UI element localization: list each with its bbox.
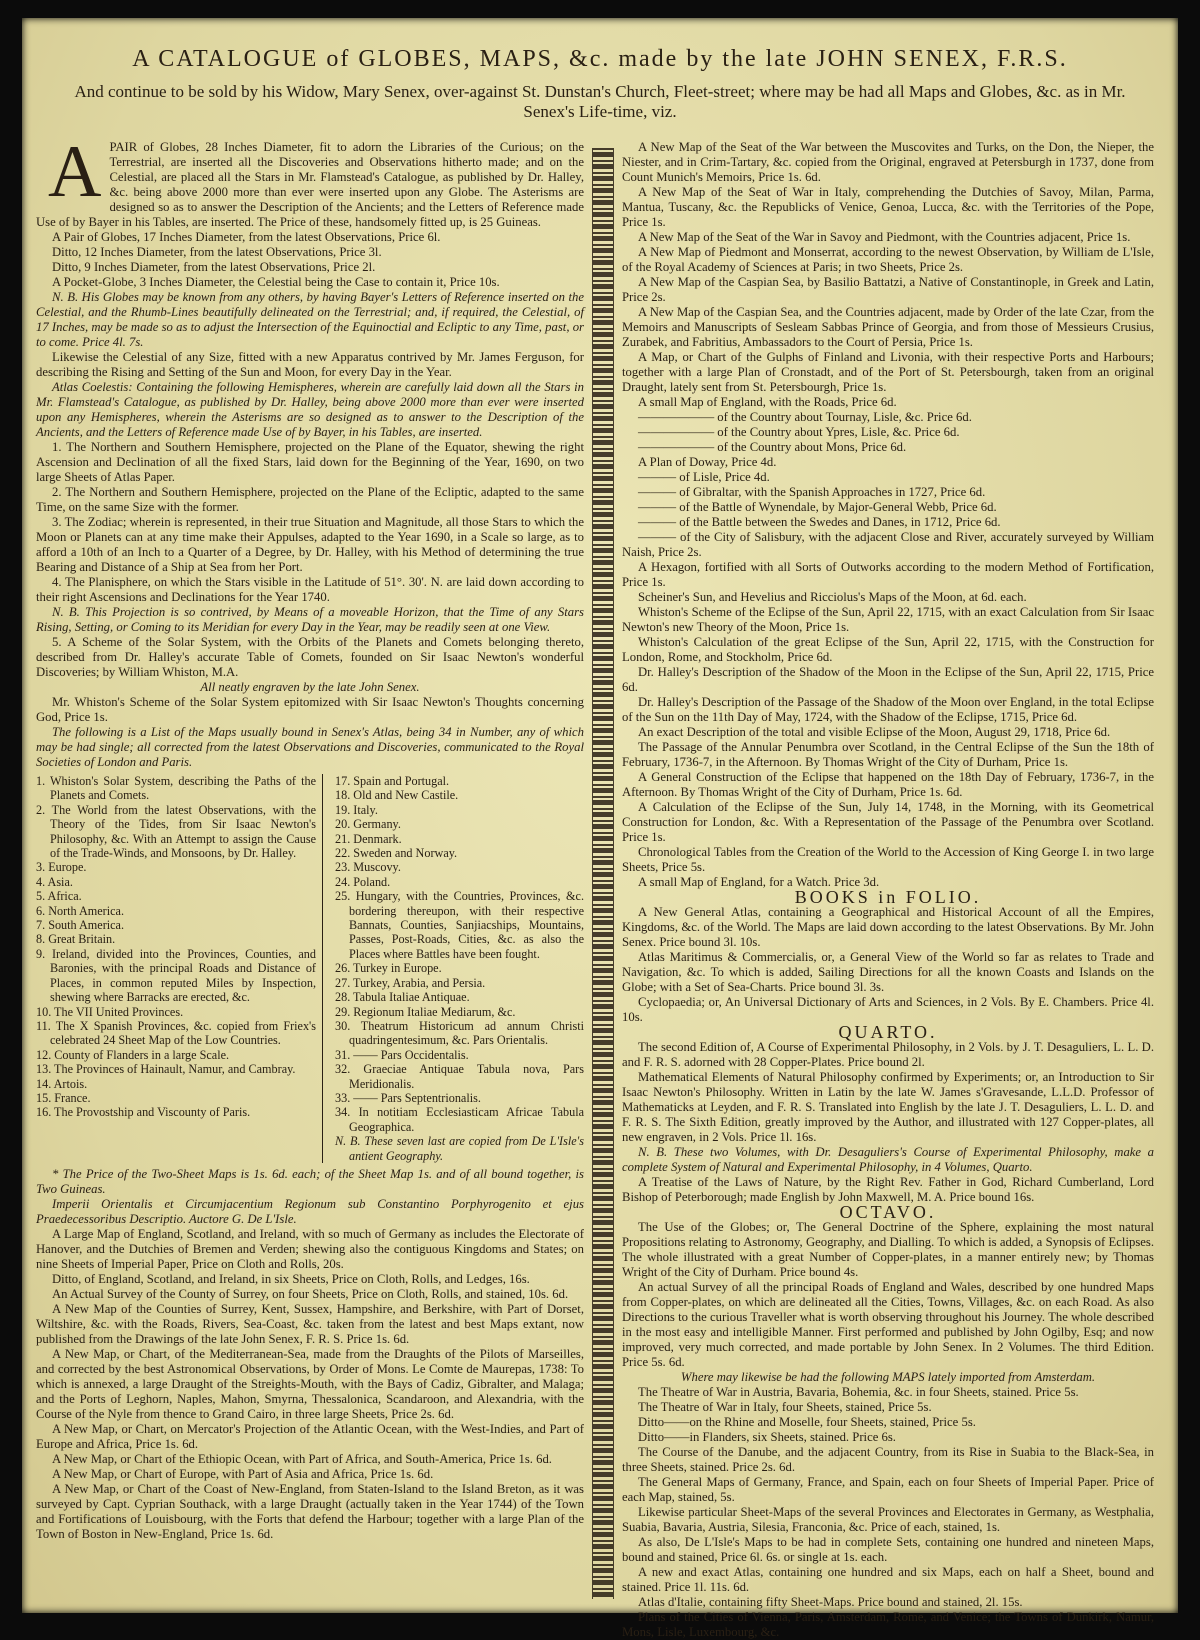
map-item: A Hexagon, fortified with all Sorts of Outworks according to the modern Method of Fortification, Price 1s. xyxy=(622,560,1154,589)
ornamental-column-divider xyxy=(592,148,614,1599)
globe-item: A Pair of Globes, 17 Inches Diameter, from the latest Observations, Price 6l. xyxy=(52,230,441,244)
catalogue-sheet xyxy=(22,18,1178,1639)
nb-note: N. B. These seven last are copied from De L'Isle's antient Geography. xyxy=(335,1134,584,1163)
globe-item: Ditto, 9 Inches Diameter, from the latest Observations, Price 2l. xyxy=(52,260,376,274)
list-item: 22. Sweden and Norway. xyxy=(335,846,458,861)
map-item: ——— of Lisle, Price 4d. xyxy=(638,470,770,484)
list-intro: The following is a List of the Maps usually bound in Senex's Atlas, being 34 in Number, any of which may be had single; all corrected from the latest Observations and Discoveries, communicated to the Royal Societies of London and Paris. xyxy=(36,725,584,769)
book-item: Atlas Maritimus & Commercialis, or, a General View of the World so far as relates to Trade and Navigation, &c. To which is added, Sailing Directions for all the known Coasts and Islands on the Globe; with a Set of Sea-Charts. Price bound 3l. 3s. xyxy=(622,950,1154,994)
numbered-item: 1. The Northern and Southern Hemisphere, projected on the Plane of the Equator, shewing the right Ascension and Declination of all the fixed Stars, laid down for the Beginning of the Year, 1690, on two large Sheets of Atlas Paper. xyxy=(36,440,584,484)
atlas-list-column-a xyxy=(36,774,323,1163)
price-note: * The Price of the Two-Sheet Maps is 1s. 6d. each; of the Sheet Map 1s. and of all bound together, is Two Guineas. xyxy=(36,1166,584,1196)
numbered-item: 5. A Scheme of the Solar System, with the Orbits of the Planets and Comets belonging thereto, described from Dr. Halley's accurate Table of Comets, founded on Sir Isaac Newton's wonderful Discoveries; by William Whiston, M.A. xyxy=(36,635,584,679)
map-item: A small Map of England, for a Watch. Price 3d. xyxy=(638,875,880,889)
right-column xyxy=(622,140,1154,1639)
map-item: A New Map, or Chart, on Mercator's Projection of the Atlantic Ocean, with the West-Indies, and Part of Europe and Africa, Price 1s. 6d. xyxy=(36,1421,584,1451)
map-item: —————— of the Country about Tournay, Lisle, &c. Price 6d. xyxy=(638,410,972,424)
map-item: An Actual Survey of the County of Surrey, on four Sheets, Price on Cloth, Rolls, and stained, 10s. 6d. xyxy=(52,1286,569,1301)
numbered-item: 2. The Northern and Southern Hemisphere, projected on the Plane of the Ecliptic, adapted to the same Time, on the same Size with the former. xyxy=(36,485,584,514)
map-item: ——— of the City of Salisbury, with the adjacent Close and River, accurately surveyed by William Naish, Price 2s. xyxy=(622,530,1154,559)
list-item: 5. Africa. xyxy=(36,889,82,904)
list-item: 26. Turkey in Europe. xyxy=(335,961,442,976)
map-item: A New Map, or Chart, of the Mediterranean-Sea, made from the Draughts of the Pilots of Marseilles, and corrected by the best Astronomical Observations, by Order of Mons. Le Comte de Maurepas, 1738: To which is annexed, a large Draught of the Streights-Mouth, with the Bays of Cadiz, Gibralter, and Malaga; and the Ports of Leghorn, Naples, Mahon, Smyrna, Thessalonica, Scandaroon, and Alexandria, with the Course of the Nyle from thence to Grand Cairo, in three large Sheets, Price 2s. 6d. xyxy=(36,1346,584,1421)
section-heading-octavo: OCTAVO. xyxy=(839,1202,937,1222)
page-title: A CATALOGUE of GLOBES, MAPS, &c. made by the late JOHN SENEX, F.R.S. xyxy=(132,46,1068,72)
book-item: A New General Atlas, containing a Geographical and Historical Account of all the Empires, Kingdoms, &c. of the World. The Maps are laid down according to the latest Observations. By Mr. John Senex. Price bound 3l. 10s. xyxy=(622,905,1154,949)
nb-note: N. B. This Projection is so contrived, by Means of a moveable Horizon, that the Time of any Stars Rising, Setting, or Coming to its Meridian for every Day in the Year, may be readily seen at one View. xyxy=(36,605,584,634)
map-item: Whiston's Scheme of the Eclipse of the Sun, April 22, 1715, with an exact Calculation from Sir Isaac Newton's new Theory of the Moon, Price 1s. xyxy=(622,605,1154,634)
list-item: 11. The X Spanish Provinces, &c. copied from Friex's celebrated 24 Sheet Map of the Low Countries. xyxy=(36,1018,316,1048)
list-item: 16. The Provostship and Viscounty of Paris. xyxy=(36,1105,251,1120)
import-item: Ditto——in Flanders, six Sheets, stained. Price 6s. xyxy=(638,1430,896,1444)
import-item: Likewise particular Sheet-Maps of the several Provinces and Electorates in Germany, as Westphalia, Suabia, Bavaria, Austria, Silesia, Franconia, &c. Price of each, stained, 1s. xyxy=(622,1505,1154,1534)
atlas-list-column-b xyxy=(335,774,584,1163)
import-item: The Theatre of War in Italy, four Sheets, stained, Price 5s. xyxy=(638,1400,932,1414)
import-item: Atlas d'Italie, containing fifty Sheet-Maps. Price bound and stained, 2l. 15s. xyxy=(638,1595,1023,1609)
import-item: As also, De L'Isle's Maps to be had in complete Sets, containing one hundred and nineteen Maps, bound and stained, Price 6l. 6s. or single at 1s. each. xyxy=(622,1535,1154,1564)
list-item: 21. Denmark. xyxy=(335,831,402,846)
nb-note: N. B. His Globes may be known from any others, by having Bayer's Letters of Reference inserted on the Celestial, and the Rhumb-Lines beautifully delineated on the Terrestrial; and, if required, the Celestial, of 17 Inches, may be made so as to adjust the Intersection of the Equinoctial and Ecliptic to any Time, past, or to come. Price 4l. 7s. xyxy=(36,290,584,349)
map-item: The Passage of the Annular Penumbra over Scotland, in the Central Eclipse of the Sun the 18th of February, 1736-7, in the Afternoon. By Thomas Wright of the City of Durham, Price 1s. xyxy=(622,740,1154,769)
import-item: A new and exact Atlas, containing one hundred and six Maps, each on half a Sheet, bound and stained. Price 1l. 11s. 6d. xyxy=(622,1565,1154,1594)
map-item: ——— of Gibraltar, with the Spanish Approaches in 1727, Price 6d. xyxy=(638,485,986,499)
list-item: 23. Muscovy. xyxy=(335,860,401,875)
drop-cap: A xyxy=(48,131,102,213)
map-item: A Map, or Chart of the Gulphs of Finland and Livonia, with their respective Ports and Harbours; together with a large Plan of Cronstadt, and of the Port of St. Petersbourgh, taken from an original Draught, lately sent from St. Petersbourgh, Price 1s. xyxy=(622,350,1154,394)
list-item: 12. County of Flanders in a large Scale. xyxy=(36,1047,230,1062)
map-item: A Plan of Doway, Price 4d. xyxy=(638,455,777,469)
map-item: A New Map of the Caspian Sea, by Basilio Battatzi, a Native of Constantinople, in Greek and Latin, Price 2s. xyxy=(622,275,1154,304)
map-item: A Calculation of the Eclipse of the Sun, July 14, 1748, in the Morning, with its Geometrical Construction for London, &c. With a Representation of the Passage of the Penumbra over Scotland. Price 1s. xyxy=(622,800,1154,844)
list-item: 1. Whiston's Solar System, describing the Paths of the Planets and Comets. xyxy=(36,774,316,803)
map-item: A New Map of the Seat of War in Italy, comprehending the Dutchies of Savoy, Milan, Parma, Mantua, Tuscany, &c. the Republicks of Venice, Genoa, Lucca, &c. with the Territories of the Pope, Price 1s. xyxy=(622,185,1154,229)
section-heading-folio: BOOKS in FOLIO. xyxy=(794,887,982,907)
list-item: 27. Turkey, Arabia, and Persia. xyxy=(335,975,486,990)
list-item: 25. Hungary, with the Countries, Provinces, &c. bordering thereupon, with their respective Bannats, Counties, Sanjiacships, Mountains, Passes, Post-Roads, Cities, &c. as also the Places where Battles have been fought. xyxy=(335,889,584,961)
numbered-item: 4. The Planisphere, on which the Stars visible in the Latitude of 51°. 30'. N. are laid down according to their right Ascensions and Declinations for the Year 1740. xyxy=(36,575,584,604)
map-item: Chronological Tables from the Creation of the World to the Accession of King George I. in two large Sheets, Price 5s. xyxy=(622,845,1154,874)
map-item: A New Map of the Seat of the War in Savoy and Piedmont, with the Countries adjacent, Price 1s. xyxy=(638,230,1131,244)
nb-note: N. B. These two Volumes, with Dr. Desaguliers's Course of Experimental Philosophy, make a complete System of Natural and Experimental Philosophy, in 4 Volumes, Quarto. xyxy=(622,1145,1154,1174)
map-item: Dr. Halley's Description of the Passage of the Shadow of the Moon over England, in the total Eclipse of the Sun on the 11th Day of May, 1724, with the Shadow of the Eclipse, 1715, Price 6d. xyxy=(622,695,1154,724)
map-item: Whiston's Calculation of the great Eclipse of the Sun, April 22, 1715, with the Construction for London, Rome, and Stockholm, Price 6d. xyxy=(622,635,1154,664)
intro-paragraph: PAIR of Globes, 28 Inches Diameter, fit to adorn the Libraries of the Curious; on the Terrestrial, are inserted all the Discoveries and Observations hitherto made; and on the Celestial, are placed all the Stars in Mr. Flamstead's Catalogue, as published by Dr. Halley, &c. being above 2000 more than ever were inserted upon any Globe. The Asterisms are designed so as to answer the Description of the Ancients; and the Letters of Reference made Use of by Bayer in his Tables, are inserted. The Price of these, handsomely fitted up, is 25 Guineas. xyxy=(36,140,584,229)
map-item: Scheiner's Sun, and Hevelius and Ricciolus's Maps of the Moon, at 6d. each. xyxy=(638,590,1027,604)
list-item: 3. Europe. xyxy=(36,860,87,875)
import-item: Ditto——on the Rhine and Moselle, four Sheets, stained, Price 5s. xyxy=(638,1415,976,1429)
list-item: 33. —— Pars Septentrionalis. xyxy=(335,1090,481,1105)
map-item: A New Map, or Chart of Europe, with Part of Asia and Africa, Price 1s. 6d. xyxy=(52,1466,434,1481)
map-item: A New Map of the Caspian Sea, and the Countries adjacent, made by Order of the late Czar, from the Memoirs and Manuscripts of Sesleam Sabbas Prince of Georgia, and from those of Messieurs Crusius, Zurabek, and Fabritius, Ambassadors to the Court of Persia, Price 1s. xyxy=(622,305,1154,349)
list-item: 2. The World from the latest Observations, with the Theory of the Tides, from Sir Isaac Newton's Philosophy, &c. With an Attempt to assign the Cause of the Trade-Winds, and Monsoons, by Dr. Halley. xyxy=(36,802,316,861)
list-item: 20. Germany. xyxy=(335,817,401,832)
list-item: 4. Asia. xyxy=(36,874,73,889)
map-item: —————— of the Country about Ypres, Lisle, &c. Price 6d. xyxy=(638,425,960,439)
paragraph: Mr. Whiston's Scheme of the Solar System epitomized with Sir Isaac Newton's Thoughts concerning God, Price 1s. xyxy=(36,695,584,724)
map-item: An exact Description of the total and visible Eclipse of the Moon, August 29, 1718, Price 6d. xyxy=(638,725,1111,739)
atlas-coelestis: Atlas Coelestis: Containing the following Hemispheres, wherein are carefully laid down all the Stars in Mr. Flamstead's Catalogue, as published by Dr. Halley, being above 2000 more than ever were inserted upon any Hemispheres, wherein the Asterisms are so designed as to answer to the Description of the Ancients, and the Letters of Reference made Use of by Bayer, in his Tables, are inserted. xyxy=(36,380,584,439)
map-item: A small Map of England, with the Roads, Price 6d. xyxy=(638,395,897,409)
list-item: 32. Graeciae Antiquae Tabula nova, Pars Meridionalis. xyxy=(335,1062,584,1091)
book-item: Cyclopaedia; or, An Universal Dictionary of Arts and Sciences, in 2 Vols. By E. Chambers. Price 4l. 10s. xyxy=(622,995,1154,1024)
globe-item: A Pocket-Globe, 3 Inches Diameter, the Celestial being the Case to contain it, Price 10s. xyxy=(52,275,500,289)
paragraph: Likewise the Celestial of any Size, fitted with a new Apparatus contrived by Mr. James Ferguson, for describing the Rising and Setting of the Sun and Moon, for every Day in the Year. xyxy=(36,350,584,379)
list-item: 15. France. xyxy=(36,1090,91,1105)
numbered-item: 3. The Zodiac; wherein is represented, in their true Situation and Magnitude, all those Stars to which the Moon or Planets can at any time make their Appulses, adapted to the Year 1690, in a Scale so large, as to afford a 10th of an Inch to a Quarter of a Degree, by Dr. Halley, with his Method of determining the true Bearing and Distance of a Ship at Sea from her Port. xyxy=(36,515,584,574)
imported-heading: Where may likewise be had the following MAPS lately imported from Amsterdam. xyxy=(680,1370,1096,1384)
map-item: Ditto, of England, Scotland, and Ireland, in six Sheets, Price on Cloth, Rolls, and Ledges, 16s. xyxy=(52,1271,530,1286)
list-item: 19. Italy. xyxy=(335,802,378,817)
list-item: 18. Old and New Castile. xyxy=(335,788,459,803)
imperii-title: Imperii Orientalis et Circumjacentium Regionum sub Constantino Porphyrogenito et ejus Praedecessoribus Descriptio. Auctore G. De L'Isle. xyxy=(36,1196,584,1226)
map-item: A New Map, or Chart of the Coast of New-England, from Staten-Island to the Island Breton, as it was surveyed by Capt. Cyprian Southack, with a large Draught (actually taken in the Year 1744) of the Town and Fortifications of Louisbourg, with the Forts that defend the Harbour; together with a large Plan of the Town of Boston in New-England, Price 1s. 6d. xyxy=(36,1481,584,1541)
book-item: A Treatise of the Laws of Nature, by the Right Rev. Father in God, Richard Cumberland, Lord Bishop of Peterborough; made English by John Maxwell, M. A. Price bound 16s. xyxy=(622,1175,1154,1204)
left-column xyxy=(36,131,584,1603)
import-item: Plans of the Cities of Vienna, Paris, Amsterdam, Rome, and Venice; the Towns of Dunkirk, Namur, Mons, Lisle, Luxembourg, &c. xyxy=(622,1610,1154,1639)
import-item: The General Maps of Germany, France, and Spain, each on four Sheets of Imperial Paper. Price of each Map, stained, 5s. xyxy=(622,1475,1154,1504)
list-item: 17. Spain and Portugal. xyxy=(335,774,450,788)
list-item: 10. The VII United Provinces. xyxy=(36,1004,184,1019)
globe-item: Ditto, 12 Inches Diameter, from the latest Observations, Price 3l. xyxy=(52,245,382,259)
book-item: Mathematical Elements of Natural Philosophy confirmed by Experiments; or, an Introduction to Sir Isaac Newton's Philosophy. Written in Latin by the late W. James s'Gravesande, L.L.D. Professor of Mathematicks at Leyden, and F. R. S. Translated into English by the late J. T. Desaguliers, L. L. D. and F. R. S. The Sixth Edition, greatly improved by the Author, and illustrated with 127 Copper-plates, all new engraven, in 2 Vols. Price 1l. 16s. xyxy=(622,1070,1154,1144)
page-subtitle: And continue to be sold by his Widow, Mary Senex, over-against St. Dunstan's Church, Fleet-street; where may be had all Maps and Globes, &c. as in Mr. Senex's Life-time, viz. xyxy=(74,82,1126,121)
list-item: 8. Great Britain. xyxy=(36,932,116,947)
book-item: The second Edition of, A Course of Experimental Philosophy, in 2 Vols. by J. T. Desaguliers, L. L. D. and F. R. S. adorned with 28 Copper-Plates. Price bound 2l. xyxy=(622,1040,1154,1069)
map-item: Dr. Halley's Description of the Shadow of the Moon in the Eclipse of the Sun, April 22, 1715, Price 6d. xyxy=(622,665,1154,694)
list-item: 6. North America. xyxy=(36,903,124,918)
map-item: A Large Map of England, Scotland, and Ireland, with so much of Germany as includes the Electorate of Hanover, and the Dutchies of Bremen and Verden; shewing also the contiguous Kingdoms and States; on nine Sheets of Imperial Paper, Price on Cloth and Rolls, 20s. xyxy=(36,1226,584,1271)
map-item: A New Map, or Chart of the Ethiopic Ocean, with Part of Africa, and South-America, Price 1s. 6d. xyxy=(52,1451,552,1466)
list-item: 30. Theatrum Historicum ad annum Christi quadringentesimum, &c. Pars Orientalis. xyxy=(335,1018,584,1048)
list-item: 34. In notitiam Ecclesiasticam Africae Tabula Geographica. xyxy=(335,1105,584,1134)
atlas-map-list xyxy=(36,774,584,1163)
map-item: A General Construction of the Eclipse that happened on the 18th Day of February, 1736-7, in the Afternoon. By Thomas Wright of the City of Durham, Price 1s. 6d. xyxy=(622,770,1154,799)
section-heading-quarto: QUARTO. xyxy=(838,1022,938,1042)
engraved-note: All neatly engraven by the late John Senex. xyxy=(200,680,420,694)
book-item: An actual Survey of all the principal Roads of England and Wales, described by one hundred Maps from Copper-plates, on which are delineated all the Cities, Towns, Villages, &c. on each Road. As also Directions to the curious Traveller what is worth observing throughout his Journey. The whole described in the most easy and intelligible Manner. First performed and published by John Ogilby, Esq; and now improved, very much corrected, and made portable by John Senex. In 2 Volumes. The third Edition. Price 5s. 6d. xyxy=(622,1280,1154,1369)
list-item: 24. Poland. xyxy=(335,874,391,889)
import-item: The Theatre of War in Austria, Bavaria, Bohemia, &c. in four Sheets, stained. Price 5s. xyxy=(638,1385,1079,1399)
map-item: A New Map of the Counties of Surrey, Kent, Sussex, Hampshire, and Berkshire, with Part of Dorset, Wiltshire, &c. with the Roads, Rivers, Sea-Coast, &c. taken from the latest and best Maps extant, now published from the Drawings of the late John Senex, F. R. S. Price 1s. 6d. xyxy=(36,1301,584,1346)
list-item: 28. Tabula Italiae Antiquae. xyxy=(335,990,470,1005)
list-item: 31. —— Pars Occidentalis. xyxy=(335,1047,469,1062)
import-item: The Course of the Danube, and the adjacent Country, from its Rise in Suabia to the Black-Sea, in three Sheets, stained. Price 2s. 6d. xyxy=(622,1445,1154,1474)
list-item: 29. Regionum Italiae Mediarum, &c. xyxy=(335,1004,516,1019)
book-item: The Use of the Globes; or, The General Doctrine of the Sphere, explaining the most natural Propositions relating to Astronomy, Geography, and Dialling. To which is added, a Synopsis of Eclipses. The whole illustrated with a great Number of Copper-plates, in a manner entirely new; by Thomas Wright of the City of Durham. Price bound 4s. xyxy=(622,1220,1154,1279)
map-item: A New Map of the Seat of the War between the Muscovites and Turks, on the Don, the Nieper, the Niester, and in Crim-Tartary, &c. copied from the Original, engraved at Petersburgh in 1737, done from Count Munich's Memoirs, Price 1s. 6d. xyxy=(622,140,1154,184)
list-item: 7. South America. xyxy=(36,918,125,933)
map-item: —————— of the Country about Mons, Price 6d. xyxy=(638,440,907,454)
map-item: ——— of the Battle of Wynendale, by Major-General Webb, Price 6d. xyxy=(638,500,997,514)
list-item: 9. Ireland, divided into the Provinces, Counties, and Baronies, with the principal Roads and Distance of Places, in common reputed Miles by Inspection, shewing where Barracks are erected, &c. xyxy=(36,946,316,1005)
list-item: 13. The Provinces of Hainault, Namur, and Cambray. xyxy=(36,1062,296,1077)
header xyxy=(22,18,1178,130)
map-item: ——— of the Battle between the Swedes and Danes, in 1712, Price 6d. xyxy=(638,515,1001,529)
map-item: A New Map of Piedmont and Monserrat, according to the newest Observation, by William de L'Isle, of the Royal Academy of Sciences at Paris; in two Sheets, Price 2s. xyxy=(622,245,1154,274)
list-item: 14. Artois. xyxy=(36,1076,88,1091)
